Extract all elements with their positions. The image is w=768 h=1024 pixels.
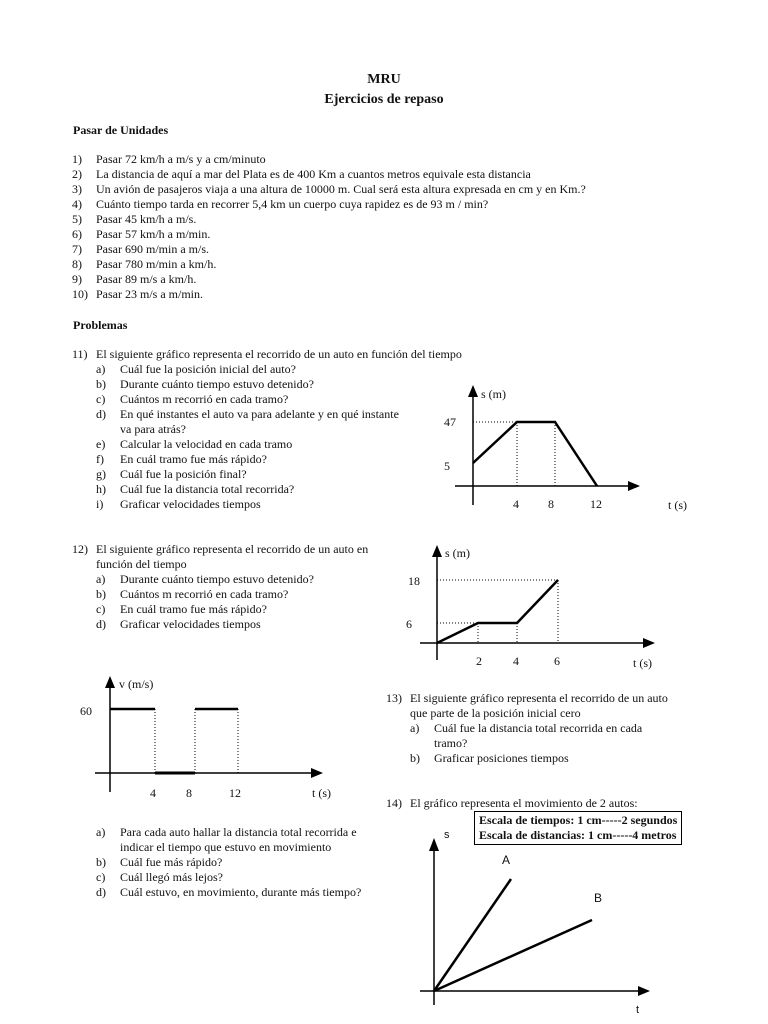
list-item: f) En cuál tramo fue más rápido? bbox=[96, 452, 267, 466]
problem-text: El siguiente gráfico representa el recorrido de un auto en función del tiempo bbox=[96, 347, 462, 361]
list-item: 6) Pasar 57 km/h a m/min. bbox=[72, 227, 211, 241]
list-item: 4) Cuánto tiempo tarda en recorrer 5,4 km un cuerpo cuya rapidez es de 93 m / min? bbox=[72, 197, 489, 211]
list-item: g) Cuál fue la posición final? bbox=[96, 467, 247, 481]
list-item: b) Graficar posiciones tiempos bbox=[410, 751, 569, 765]
list-item: c) En cuál tramo fue más rápido? bbox=[96, 602, 267, 616]
list-item: a) Cuál fue la posición inicial del auto? bbox=[96, 362, 296, 376]
page-subtitle: Ejercicios de repaso bbox=[324, 92, 444, 107]
page-title: MRU bbox=[367, 72, 401, 87]
list-item: a) Para cada auto hallar la distancia total recorrida e bbox=[96, 825, 357, 839]
list-item: e) Calcular la velocidad en cada tramo bbox=[96, 437, 293, 451]
problem-number: 14) bbox=[386, 796, 402, 810]
list-item: a) Durante cuánto tiempo estuvo detenido? bbox=[96, 572, 314, 586]
list-item: h) Cuál fue la distancia total recorrida? bbox=[96, 482, 295, 496]
list-item: 7) Pasar 690 m/min a m/s. bbox=[72, 242, 209, 256]
x-tick-label: 4 bbox=[513, 497, 519, 511]
list-item: b) Cuál fue más rápido? bbox=[96, 855, 223, 869]
x-axis-label: t (s) bbox=[633, 656, 652, 670]
x-axis-label: t bbox=[636, 1004, 640, 1016]
y-tick-label: 6 bbox=[406, 617, 412, 631]
time-scale: Escala de tiempos: 1 cm-----2 segundos bbox=[479, 813, 678, 827]
x-tick-label: 6 bbox=[554, 654, 560, 668]
problem-text: El siguiente gráfico representa el recorrido de un auto en bbox=[96, 542, 369, 556]
list-item: c) Cuántos m recorrió en cada tramo? bbox=[96, 392, 289, 406]
list-item: indicar el tiempo que estuvo en movimiento bbox=[120, 840, 332, 854]
problem-number: 13) bbox=[386, 691, 402, 705]
problem-number: 12) bbox=[72, 542, 88, 556]
car-b-label: B bbox=[594, 891, 603, 905]
list-item: 1) Pasar 72 km/h a m/s y a cm/minuto bbox=[72, 152, 266, 166]
list-item: c) Cuál llegó más lejos? bbox=[96, 870, 223, 884]
car-a-label: A bbox=[502, 853, 511, 867]
distance-scale: Escala de distancias: 1 cm-----4 metros bbox=[479, 828, 677, 842]
problem-number: 11) bbox=[72, 347, 88, 361]
list-item: 5) Pasar 45 km/h a m/s. bbox=[72, 212, 197, 226]
y-tick-label: 18 bbox=[408, 574, 420, 588]
list-item: 2) La distancia de aquí a mar del Plata es de 400 Km a cuantos metros equivale esta distancia bbox=[72, 167, 531, 181]
units-heading: Pasar de Unidades bbox=[73, 123, 169, 137]
x-tick-label: 4 bbox=[513, 654, 519, 668]
y-tick-label: 5 bbox=[444, 459, 450, 473]
x-axis-label: t (s) bbox=[312, 786, 331, 800]
y-tick-label: 60 bbox=[80, 704, 92, 718]
problem-text: El siguiente gráfico representa el recorrido de un auto bbox=[410, 691, 668, 705]
x-axis-label: t (s) bbox=[668, 498, 687, 512]
list-item: tramo? bbox=[434, 736, 468, 750]
problem-text-cont: función del tiempo bbox=[96, 557, 187, 571]
list-item: d) Cuál estuvo, en movimiento, durante más tiempo? bbox=[96, 885, 362, 899]
list-item: a) Cuál fue la distancia total recorrida en cada bbox=[410, 721, 643, 735]
list-item: 9) Pasar 89 m/s a km/h. bbox=[72, 272, 197, 286]
list-item: 8) Pasar 780 m/min a km/h. bbox=[72, 257, 217, 271]
list-item: d) En qué instantes el auto va para adelante y en qué instante bbox=[96, 407, 399, 421]
y-axis-label: s bbox=[444, 829, 450, 841]
x-tick-label: 8 bbox=[548, 497, 554, 511]
x-tick-label: 2 bbox=[476, 654, 482, 668]
y-tick-label: 47 bbox=[444, 415, 456, 429]
list-item: d) Graficar velocidades tiempos bbox=[96, 617, 261, 631]
list-item: va para atrás? bbox=[120, 422, 186, 436]
problem-text: El gráfico representa el movimiento de 2 autos: bbox=[410, 796, 638, 810]
y-axis-arrow bbox=[429, 838, 439, 851]
y-axis-label: s (m) bbox=[481, 387, 506, 401]
x-tick-label: 12 bbox=[229, 786, 241, 800]
problems-heading: Problemas bbox=[73, 318, 128, 332]
list-item: b) Cuántos m recorrió en cada tramo? bbox=[96, 587, 289, 601]
list-item: i) Graficar velocidades tiempos bbox=[96, 497, 261, 511]
list-item: b) Durante cuánto tiempo estuvo detenido? bbox=[96, 377, 314, 391]
list-item: 10) Pasar 23 m/s a m/min. bbox=[72, 287, 203, 301]
list-item: 3) Un avión de pasajeros viaja a una altura de 10000 m. Cual será esta altura expresada en cm y en Km.? bbox=[72, 182, 586, 196]
x-tick-label: 12 bbox=[590, 497, 602, 511]
y-axis-label: s (m) bbox=[445, 546, 470, 560]
y-axis-label: v (m/s) bbox=[119, 677, 154, 691]
problem-text-cont: que parte de la posición inicial cero bbox=[410, 706, 581, 720]
x-tick-label: 4 bbox=[150, 786, 156, 800]
x-axis-arrow bbox=[638, 986, 650, 996]
x-tick-label: 8 bbox=[186, 786, 192, 800]
